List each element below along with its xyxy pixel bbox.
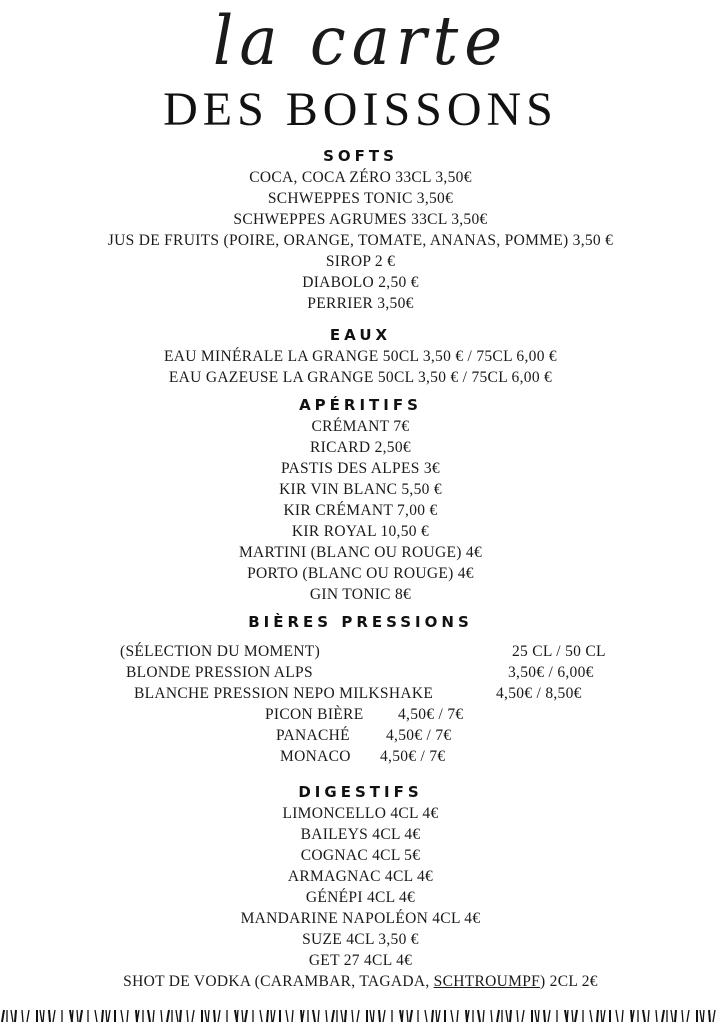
- shot-text-suffix: ) 2CL 2€: [540, 973, 598, 990]
- beer-row-blanche: [0, 683, 721, 704]
- border-stroke: [345, 1010, 346, 1022]
- border-stroke: [326, 1010, 327, 1022]
- border-stroke: [544, 1010, 545, 1022]
- border-stroke: [483, 1010, 484, 1022]
- border-stroke: [180, 1010, 181, 1022]
- decorative-border-strokes: [0, 1008, 721, 1023]
- border-stroke: [548, 1010, 550, 1022]
- border-stroke: [245, 1010, 247, 1022]
- border-stroke: [616, 1010, 618, 1022]
- border-stroke: [332, 1010, 334, 1022]
- border-stroke: [601, 1010, 602, 1022]
- border-stroke: [379, 1010, 380, 1022]
- border-stroke: [292, 1010, 293, 1022]
- script-title: la carte: [212, 3, 509, 81]
- menu-item: SCHWEPPES AGRUMES 33CL 3,50€: [233, 211, 488, 228]
- menu-item: SIROP 2 €: [325, 253, 396, 270]
- border-stroke: [341, 1010, 343, 1022]
- border-stroke: [713, 1010, 715, 1022]
- menu-item: EAU GAZEUSE LA GRANGE 50CL 3,50 € / 75CL 6,00 €: [168, 369, 553, 386]
- section-title-eaux: EAUX: [329, 326, 392, 344]
- border-stroke: [260, 1010, 262, 1022]
- border-stroke: [497, 1010, 499, 1022]
- border-stroke: [709, 1010, 710, 1022]
- beer-name: BLANCHE PRESSION NEPO MILKSHAKE: [134, 685, 434, 702]
- border-stroke: [318, 1010, 319, 1022]
- beer-price: 4,50€ / 7€: [386, 727, 452, 744]
- menu-item: PERRIER 3,50€: [307, 295, 414, 312]
- menu-item: GIN TONIC 8€: [309, 586, 412, 603]
- menu-item: LIMONCELLO 4CL 4€: [282, 805, 439, 822]
- border-stroke: [407, 1010, 408, 1022]
- border-stroke: [352, 1010, 353, 1022]
- beer-price: 4,50€ / 7€: [398, 706, 464, 723]
- menu-item: COGNAC 4CL 5€: [300, 847, 421, 864]
- border-stroke: [383, 1010, 385, 1022]
- border-stroke: [402, 1010, 403, 1022]
- border-stroke: [2, 1010, 4, 1022]
- menu-item-shot: [0, 971, 721, 992]
- section-title-softs: SOFTS: [323, 147, 398, 165]
- shot-text-prefix: SHOT DE VODKA (CARAMBAR, TAGADA,: [123, 973, 434, 990]
- menu-item: PORTO (BLANC OU ROUGE) 4€: [247, 565, 474, 582]
- border-stroke: [192, 1010, 194, 1022]
- border-stroke: [478, 1010, 480, 1022]
- border-stroke: [208, 1010, 209, 1022]
- border-stroke: [22, 1010, 23, 1022]
- menu-item: KIR ROYAL 10,50 €: [291, 523, 430, 540]
- border-stroke: [597, 1010, 598, 1022]
- border-stroke: [662, 1010, 664, 1022]
- border-stroke: [622, 1010, 623, 1022]
- menu-item: DIABOLO 2,50 €: [302, 274, 419, 291]
- border-stroke: [506, 1010, 508, 1022]
- beer-row-blonde: [0, 662, 721, 683]
- beer-price: 3,50€ / 6,00€: [508, 664, 594, 681]
- border-stroke: [572, 1010, 573, 1022]
- menu-item: SCHWEPPES TONIC 3,50€: [267, 190, 454, 207]
- border-stroke: [687, 1010, 689, 1022]
- border-stroke: [357, 1010, 359, 1022]
- border-stroke: [49, 1010, 50, 1022]
- menu-item: SUZE 4CL 3,50 €: [302, 931, 419, 948]
- border-stroke: [11, 1010, 13, 1022]
- border-stroke: [373, 1010, 374, 1022]
- border-stroke: [108, 1010, 110, 1022]
- border-stroke: [106, 1010, 107, 1022]
- border-stroke: [267, 1010, 268, 1022]
- menu-item: KIR VIN BLANC 5,50 €: [279, 481, 442, 498]
- border-stroke: [72, 1010, 73, 1022]
- border-stroke: [700, 1010, 702, 1022]
- menu-item: GÉNÉPI 4CL 4€: [305, 889, 416, 906]
- border-stroke: [491, 1010, 492, 1022]
- border-stroke: [40, 1010, 42, 1022]
- menu-list: [0, 145, 721, 992]
- beer-price: 4,50€ / 7€: [380, 748, 446, 765]
- border-stroke: [273, 1010, 275, 1022]
- beer-row-monaco: [0, 746, 721, 767]
- border-stroke: [682, 1010, 683, 1022]
- beer-selection-label: (SÉLECTION DU MOMENT): [120, 643, 321, 660]
- border-stroke: [77, 1010, 78, 1022]
- beer-name: BLONDE PRESSION ALPS: [126, 664, 313, 681]
- border-stroke: [161, 1010, 162, 1022]
- border-stroke: [703, 1010, 704, 1022]
- border-stroke: [237, 1010, 238, 1022]
- border-stroke: [43, 1010, 44, 1022]
- border-stroke: [286, 1010, 288, 1022]
- border-stroke: [538, 1010, 539, 1022]
- menu-item: PASTIS DES ALPES 3€: [281, 460, 440, 477]
- menu-item: ARMAGNAC 4CL 4€: [287, 868, 434, 885]
- menu-item: COCA, COCA ZÉRO 33CL 3,50€: [249, 169, 472, 186]
- menu-item: JUS DE FRUITS (POIRE, ORANGE, TOMATE, ANANAS, POMME) 3,50 €: [107, 232, 614, 249]
- section-title-aperitifs: APÉRITIFS: [299, 396, 422, 414]
- border-stroke: [656, 1010, 657, 1022]
- menu-item: RICARD 2,50€: [310, 439, 411, 456]
- page-title: DES BOISSONS: [163, 83, 558, 136]
- border-stroke: [187, 1010, 188, 1022]
- beer-row-panache: [0, 725, 721, 746]
- border-stroke: [425, 1010, 427, 1022]
- border-stroke: [603, 1010, 605, 1022]
- border-stroke: [167, 1010, 169, 1022]
- beer-name: PANACHÉ: [276, 727, 350, 744]
- border-stroke: [517, 1010, 518, 1022]
- border-stroke: [451, 1010, 453, 1022]
- border-stroke: [271, 1010, 272, 1022]
- border-stroke: [53, 1010, 55, 1022]
- beer-row-picon: [0, 704, 721, 725]
- border-stroke: [370, 1010, 372, 1022]
- border-stroke: [153, 1010, 154, 1022]
- menu-item: KIR CRÉMANT 7,00 €: [283, 502, 438, 519]
- border-stroke: [436, 1010, 437, 1022]
- menu-item: EAU MINÉRALE LA GRANGE 50CL 3,50 € / 75CL 6,00 €: [164, 348, 557, 365]
- border-stroke: [432, 1010, 433, 1022]
- border-stroke: [575, 1010, 577, 1022]
- border-stroke: [127, 1010, 128, 1022]
- border-stroke: [205, 1010, 207, 1022]
- border-stroke: [218, 1010, 220, 1022]
- beer-name: MONACO: [280, 748, 351, 765]
- border-stroke: [242, 1010, 243, 1022]
- menu-item: GET 27 4CL 4€: [308, 952, 413, 969]
- menu-item: MARTINI (BLANC OU ROUGE) 4€: [238, 544, 483, 561]
- menu-item: BAILEYS 4CL 4€: [300, 826, 421, 843]
- border-stroke: [648, 1010, 649, 1022]
- border-stroke: [95, 1010, 97, 1022]
- border-stroke: [438, 1010, 440, 1022]
- border-stroke: [675, 1010, 676, 1022]
- border-stroke: [590, 1010, 592, 1022]
- border-stroke: [176, 1010, 178, 1022]
- border-stroke: [522, 1010, 524, 1022]
- beer-price: 4,50€ / 8,50€: [496, 685, 582, 702]
- shot-text-underlined: SCHTROUMPF: [433, 973, 541, 990]
- border-stroke: [121, 1010, 123, 1022]
- border-stroke: [102, 1010, 103, 1022]
- border-stroke: [15, 1010, 16, 1022]
- beer-name: PICON BIÈRE: [265, 706, 364, 723]
- border-stroke: [671, 1010, 673, 1022]
- border-stroke: [510, 1010, 511, 1022]
- section-title-bieres: BIÈRES PRESSIONS: [248, 613, 473, 631]
- border-stroke: [80, 1010, 82, 1022]
- border-stroke: [148, 1010, 150, 1022]
- beer-row-header: [0, 641, 721, 662]
- section-title-digestifs: DIGESTIFS: [298, 783, 423, 801]
- border-stroke: [214, 1010, 215, 1022]
- border-stroke: [643, 1010, 645, 1022]
- menu-item: CRÉMANT 7€: [311, 418, 410, 435]
- beer-sizes-label: 25 CL / 50 CL: [512, 643, 606, 660]
- menu-item: MANDARINE NAPOLÉON 4CL 4€: [240, 910, 481, 927]
- border-stroke: [313, 1010, 315, 1022]
- border-stroke: [27, 1010, 29, 1022]
- border-stroke: [567, 1010, 568, 1022]
- border-stroke: [457, 1010, 458, 1022]
- border-stroke: [535, 1010, 537, 1022]
- border-stroke: [410, 1010, 412, 1022]
